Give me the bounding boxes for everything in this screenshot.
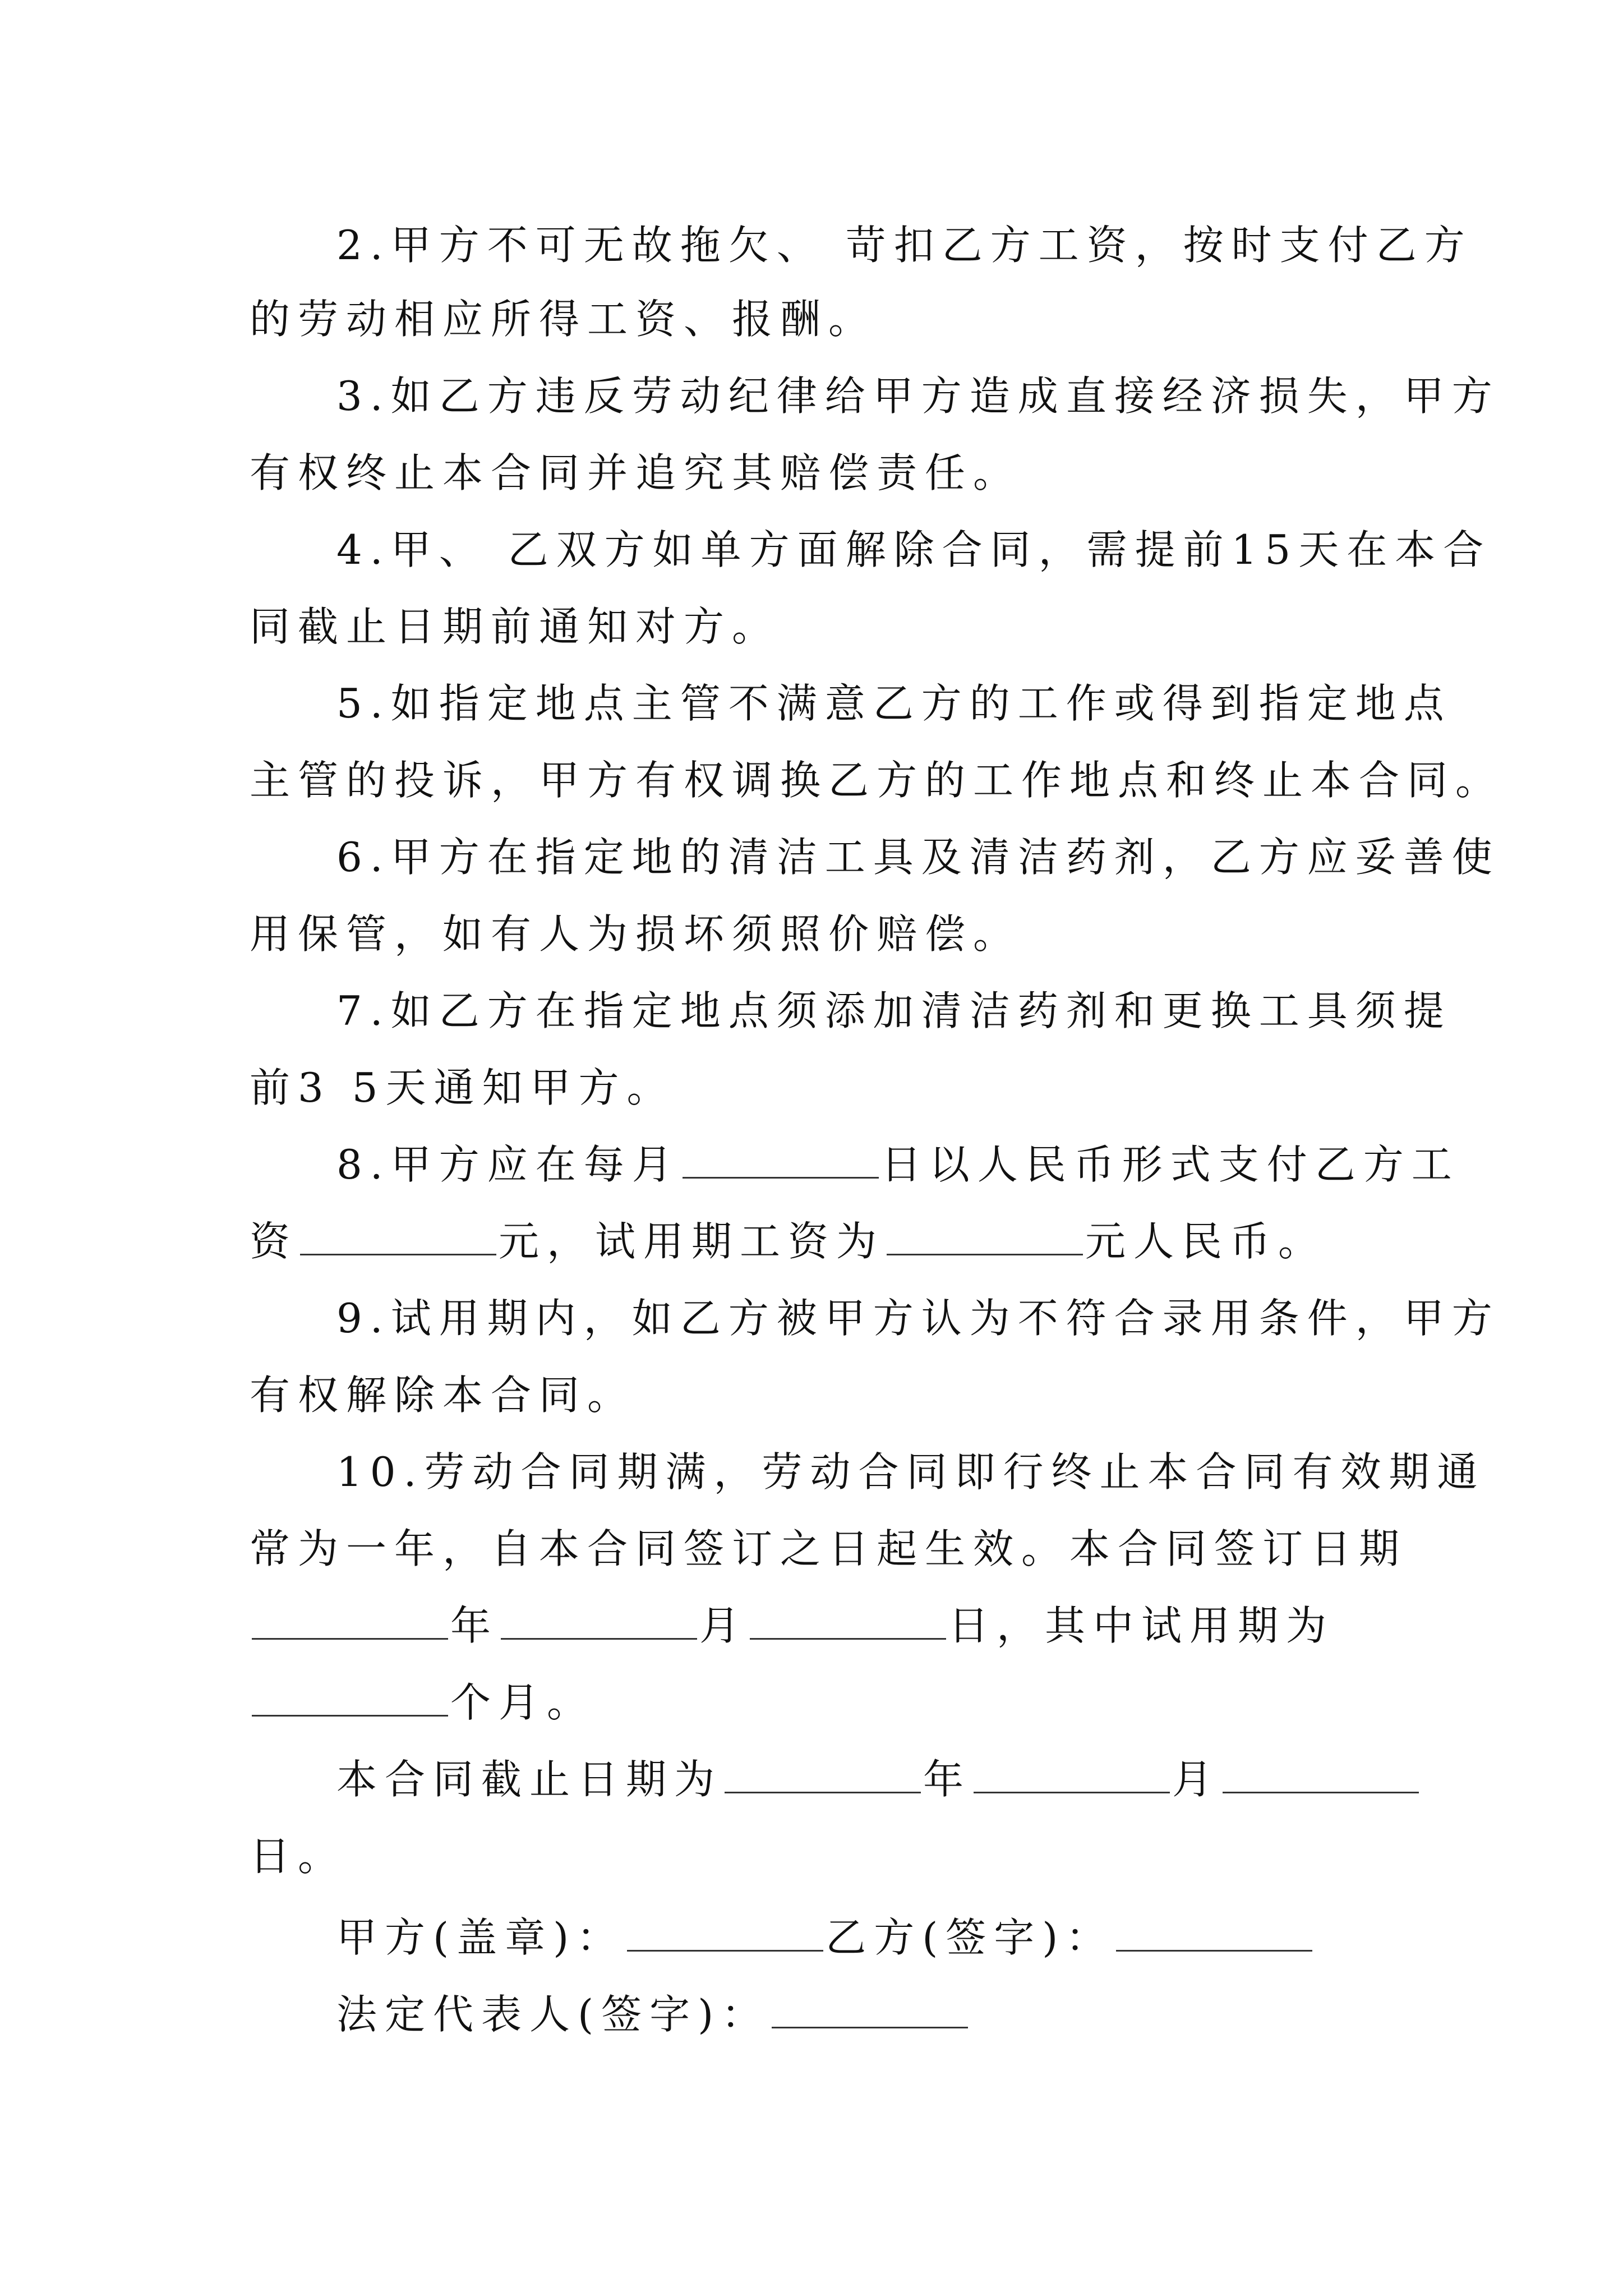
clause-6-line-1: 6.甲方在指定地的清洁工具及清洁药剂，乙方应妥善使 xyxy=(336,834,1500,881)
end-date-prefix: 本合同截止日期为 xyxy=(336,1756,723,1803)
legal-rep-sign-blank[interactable] xyxy=(772,1993,968,2028)
clause-9-line-2: 有权解除本合同。 xyxy=(250,1372,636,1419)
clause-8-text-b: 日以人民币形式支付乙方工 xyxy=(880,1141,1460,1188)
trial-months-label: 个月。 xyxy=(450,1679,596,1726)
end-year-label: 年 xyxy=(923,1756,972,1803)
clause-8-line-2 xyxy=(250,1211,1382,1272)
end-year-blank[interactable] xyxy=(725,1758,921,1793)
trial-months-blank[interactable] xyxy=(252,1681,448,1717)
clause-5-line-2: 主管的投诉，甲方有权调换乙方的工作地点和终止本合同。 xyxy=(250,757,1504,804)
end-date-line-2: 日。 xyxy=(250,1833,347,1880)
signature-line-1 xyxy=(336,1907,1385,1968)
clause-7-line-1: 7.如乙方在指定地点须添加清洁药剂和更换工具须提 xyxy=(336,987,1452,1034)
clause-5-line-1: 5.如指定地点主管不满意乙方的工作或得到指定地点 xyxy=(336,680,1452,727)
clause-8-text-e: 元人民币。 xyxy=(1085,1218,1327,1265)
sign-year-blank[interactable] xyxy=(252,1604,448,1640)
clause-2-line-1: 2.甲方不可无故拖欠、 苛扣乙方工资，按时支付乙方 xyxy=(336,222,1473,269)
end-month-label: 月 xyxy=(1172,1756,1221,1803)
party-a-label: 甲方(盖章)： xyxy=(336,1914,625,1961)
sign-day-blank[interactable] xyxy=(750,1604,946,1640)
sign-year-label: 年 xyxy=(450,1602,499,1649)
signature-line-2 xyxy=(336,1984,1385,2045)
clause-8-text-d: 元，试用期工资为 xyxy=(499,1218,885,1265)
end-day-blank[interactable] xyxy=(1223,1758,1419,1793)
end-month-blank[interactable] xyxy=(974,1758,1170,1793)
clause-3-line-1: 3.如乙方违反劳动纪律给甲方造成直接经济损失，甲方 xyxy=(336,372,1500,420)
clause-10-line-1: 10.劳动合同期满，劳动合同即行终止本合同有效期通 xyxy=(336,1448,1486,1496)
sign-day-label: 日，其中试用期为 xyxy=(948,1602,1335,1649)
clause-4-line-2: 同截止日期前通知对方。 xyxy=(250,603,781,650)
clause-2-line-2: 的劳动相应所得工资、报酬。 xyxy=(250,296,877,343)
clause-8-line-1 xyxy=(336,1134,1460,1195)
salary-blank[interactable] xyxy=(300,1220,496,1255)
legal-rep-label: 法定代表人(签字)： xyxy=(336,1991,770,2038)
payday-blank[interactable] xyxy=(683,1143,879,1179)
clause-10-line-3 xyxy=(250,1595,1382,1657)
clause-8-text-a: 8.甲方应在每月 xyxy=(336,1141,680,1188)
clause-10-line-2: 常为一年，自本合同签订之日起生效。本合同签订日期 xyxy=(250,1525,1408,1572)
clause-3-line-2: 有权终止本合同并追究其赔偿责任。 xyxy=(250,449,1022,496)
party-b-label: 乙方(签字)： xyxy=(826,1914,1114,1961)
end-date-line-1 xyxy=(336,1749,1385,1810)
clause-8-text-c: 资 xyxy=(250,1218,298,1265)
clause-4-line-1: 4.甲、 乙双方如单方面解除合同，需提前15天在本合 xyxy=(336,526,1492,573)
clause-6-line-2: 用保管，如有人为损坏须照价赔偿。 xyxy=(250,910,1022,958)
party-a-seal-blank[interactable] xyxy=(627,1916,823,1952)
clause-7-line-2: 前3 5天通知甲方。 xyxy=(250,1064,675,1111)
party-b-sign-blank[interactable] xyxy=(1116,1916,1312,1952)
trial-salary-blank[interactable] xyxy=(887,1220,1083,1255)
clause-10-line-4 xyxy=(250,1672,1382,1733)
clause-9-line-1: 9.试用期内，如乙方被甲方认为不符合录用条件，甲方 xyxy=(336,1295,1500,1342)
sign-month-label: 月 xyxy=(699,1602,748,1649)
sign-month-blank[interactable] xyxy=(501,1604,697,1640)
